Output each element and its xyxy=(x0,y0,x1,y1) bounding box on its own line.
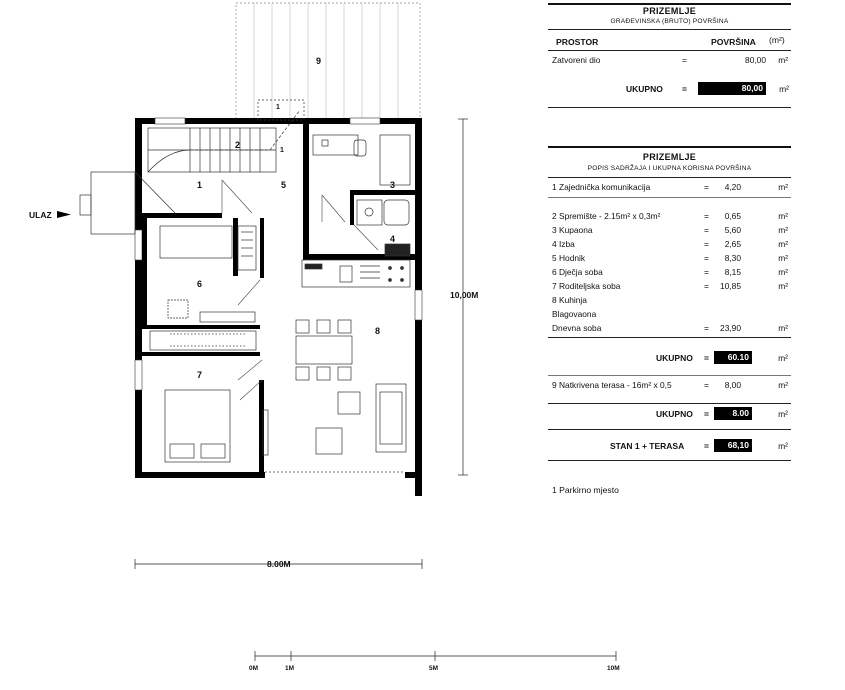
terrace-row xyxy=(548,380,791,393)
table2-total-value: 60.10 xyxy=(714,351,752,364)
kitchen-counter xyxy=(302,260,410,287)
row-eq: = xyxy=(704,225,709,235)
dining-table xyxy=(296,320,352,380)
table1-total-label: UKUPNO xyxy=(626,84,663,94)
room-number-7: 7 xyxy=(197,370,203,380)
width-dimension-label: 8.00M xyxy=(267,559,291,569)
table2-row xyxy=(548,281,791,294)
grand-total-value: 68,10 xyxy=(714,439,752,452)
entrance-vestibule xyxy=(80,172,175,234)
row-eq: = xyxy=(682,55,687,65)
table1-row xyxy=(548,55,791,68)
table1-total-unit: m² xyxy=(779,84,789,94)
scale-bar xyxy=(255,651,616,661)
room-number-2: 2 xyxy=(235,140,241,150)
scale-label-5: 5M xyxy=(429,665,439,672)
row-eq: = xyxy=(704,380,709,390)
table1-subtitle: GRAĐEVINSKA (BRUTO) POVRŠINA xyxy=(610,18,729,25)
bed-room-6 xyxy=(160,226,256,322)
table2-row xyxy=(548,225,791,238)
row-name: 4 Izba xyxy=(552,239,575,249)
table2-row xyxy=(548,267,791,280)
terrace-total-unit: m² xyxy=(778,409,788,419)
row-eq: = xyxy=(704,211,709,221)
row-unit: m² xyxy=(778,55,788,65)
col-space-header: PROSTOR xyxy=(556,37,599,47)
row-name: 8 Kuhinja xyxy=(552,295,587,305)
row-name: 2 Spremište - 2.15m² x 0,3m² xyxy=(552,211,661,221)
table2-row xyxy=(548,295,791,308)
col-unit-header: (m²) xyxy=(769,35,785,45)
table2-row xyxy=(548,211,791,224)
terrace-total-label: UKUPNO xyxy=(656,409,693,419)
entrance-label: ULAZ xyxy=(29,210,52,220)
wardrobes xyxy=(150,331,256,350)
col-area-header: POVRŠINA xyxy=(711,37,756,47)
table2-total-unit: m² xyxy=(778,353,788,363)
row-value: 8,30 xyxy=(724,253,741,263)
row-unit: m² xyxy=(778,225,788,235)
row-unit: m² xyxy=(778,211,788,221)
gross-area-table xyxy=(548,0,791,110)
row-value: 8,00 xyxy=(724,380,741,390)
room-number-1: 1 xyxy=(197,180,203,190)
bathroom-fixtures xyxy=(313,135,410,256)
table1-title: PRIZEMLJE xyxy=(642,6,697,16)
row-unit: m² xyxy=(778,323,788,333)
row-name: 3 Kupaona xyxy=(552,225,593,235)
grand-total-label: STAN 1 + TERASA xyxy=(610,441,685,451)
table2-title: PRIZEMLJE xyxy=(642,152,697,162)
row-name: Blagovaona xyxy=(552,309,597,319)
terrace-9 xyxy=(236,3,420,119)
table2-row xyxy=(548,309,791,322)
row-value: 5,60 xyxy=(724,225,741,235)
row-value: 8,15 xyxy=(724,267,741,277)
usable-area-table xyxy=(548,143,791,463)
row-unit: m² xyxy=(778,239,788,249)
living-furniture xyxy=(316,384,406,454)
terrace-total-value: 8.00 xyxy=(714,407,752,420)
table2-total-eq: = xyxy=(704,353,709,363)
row-value: 2,65 xyxy=(724,239,741,249)
table1-total-value: 80,00 xyxy=(698,82,766,95)
row-name: 9 Natkrivena terasa - 16m² x 0,5 xyxy=(552,380,672,390)
row-name: 7 Roditeljska soba xyxy=(552,281,621,291)
scale-label-1: 1M xyxy=(285,665,295,672)
row-unit: m² xyxy=(778,281,788,291)
row-value: 80,00 xyxy=(745,55,766,65)
stair-mark-2: 1 xyxy=(280,147,284,154)
row-eq: = xyxy=(704,323,709,333)
row-name: Zatvoreni dio xyxy=(552,55,601,65)
row-name: 1 Zajednička komunikacija xyxy=(552,182,651,192)
row-unit: m² xyxy=(778,380,788,390)
room-number-5: 5 xyxy=(281,180,287,190)
row-eq: = xyxy=(704,182,709,192)
staircase xyxy=(148,100,304,172)
parking-note: 1 Parkirno mjesto xyxy=(552,485,619,495)
terrace-number: 9 xyxy=(316,56,322,66)
row-eq: = xyxy=(704,253,709,263)
bed-room-7 xyxy=(165,390,268,462)
table2-row xyxy=(548,253,791,266)
table2-row xyxy=(548,239,791,252)
row-name: 5 Hodnik xyxy=(552,253,586,263)
scale-label-0: 0M xyxy=(249,665,259,672)
grand-total-eq: = xyxy=(704,441,709,451)
row-name: Dnevna soba xyxy=(552,323,602,333)
row-value: 0,65 xyxy=(724,211,741,221)
table1-total-eq: = xyxy=(682,84,687,94)
stair-mark-1: 1 xyxy=(276,104,280,111)
room-number-6: 6 xyxy=(197,279,203,289)
grand-total-unit: m² xyxy=(778,441,788,451)
height-dimension-label: 10,00M xyxy=(450,290,479,300)
room-number-8: 8 xyxy=(375,326,381,336)
interior-walls xyxy=(142,124,415,472)
table2-row xyxy=(548,182,791,195)
outer-walls xyxy=(135,118,422,496)
row-name: 6 Dječja soba xyxy=(552,267,603,277)
table2-subtitle: POPIS SADRŽAJA I UKUPNA KORISNA POVRŠINA xyxy=(587,165,752,172)
row-unit: m² xyxy=(778,182,788,192)
row-value: 4,20 xyxy=(724,182,741,192)
row-unit: m² xyxy=(778,267,788,277)
entrance-arrow-icon xyxy=(57,211,71,218)
scale-label-10: 10M xyxy=(607,665,620,672)
table2-total-label: UKUPNO xyxy=(656,353,693,363)
row-eq: = xyxy=(704,267,709,277)
table2-row xyxy=(548,323,791,336)
row-value: 23,90 xyxy=(720,323,741,333)
room-number-4: 4 xyxy=(390,234,396,244)
row-eq: = xyxy=(704,239,709,249)
terrace-total-eq: = xyxy=(704,409,709,419)
row-unit: m² xyxy=(778,253,788,263)
row-eq: = xyxy=(704,281,709,291)
row-value: 10,85 xyxy=(720,281,741,291)
room-number-3: 3 xyxy=(390,180,396,190)
